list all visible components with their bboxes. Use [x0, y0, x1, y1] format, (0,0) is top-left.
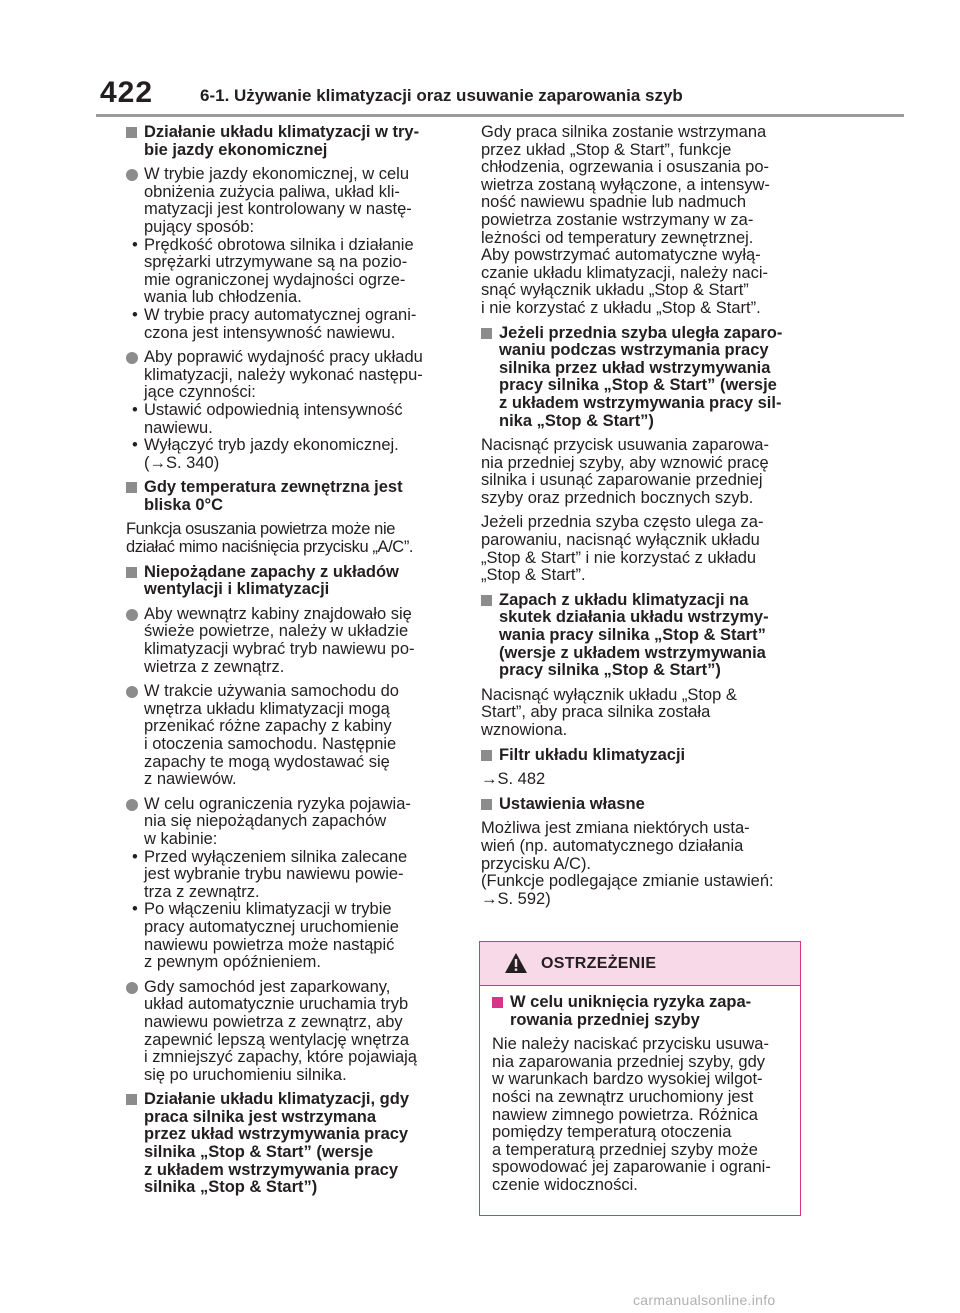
list-item: [126, 237, 456, 307]
heading-odor-stop-start: [481, 592, 805, 680]
warning-triangle-icon: [504, 952, 528, 974]
page-reference-filter: →S. 482: [481, 770, 546, 789]
note-odors-enter: [126, 683, 456, 789]
list-item-text: Ustawić odpowiednią intensywność nawiewu.: [144, 400, 403, 437]
note-parked: [126, 979, 456, 1085]
list-item: [126, 437, 456, 472]
list-item-text: W trybie pracy automatycznej ograni- czona jest intensywność nawiewu.: [144, 305, 417, 342]
list-item-text: Prędkość obrotowa silnika i działanie sprężarki utrzymywane są na pozio- mie ograniczonej wydajności ogrze- wania lub chłodzenia.: [144, 235, 414, 307]
header-rule: [96, 114, 904, 117]
list-item: [126, 402, 456, 437]
note-text: Aby poprawić wydajność pracy układu klimatyzacji, należy wykonać następu- jące czynności:: [144, 348, 423, 402]
note-text: Aby wewnątrz kabiny znajdowało się świeże powietrze, należy w układzie klimatyzacji wybrać tryb nawiewu po- wietrza z zewnątrz.: [144, 604, 415, 676]
bullet-dot-icon: •: [132, 400, 138, 419]
warning-text: Nie należy naciskać przycisku usuwa- nia zaparowania przedniej szyby, gdy w warunkach bardzo wysokiej wilgot- ności na zewnątrz uruchomiony jest nawiew zimnego powietrza. Różnica pomiędzy temperaturą otoczenia a temperaturą przedniej szyby może spowodować jej zaparowanie i ograni- czenie widoczności.: [492, 1035, 771, 1194]
heading-temperature: [126, 479, 456, 514]
paragraph-dehumidify: Funkcja osuszania powietrza może nie działać mimo naciśnięcia przycisku „A/C”.: [126, 520, 414, 557]
heading-filter: [481, 747, 805, 765]
warning-box: [479, 941, 801, 1216]
circle-bullet-icon: [126, 799, 138, 811]
bullet-dot-icon: •: [132, 305, 138, 324]
heading-windshield-fog: [481, 325, 805, 431]
list-item: [126, 849, 456, 902]
square-bullet-icon: [481, 328, 492, 339]
list-item-text: Wyłączyć tryb jazdy ekonomicznej. (→S. 340): [144, 436, 399, 472]
left-column: [126, 124, 456, 1204]
heading-eco-mode: [126, 124, 456, 159]
bullet-list-improve: [126, 402, 456, 472]
heading-text: Działanie układu klimatyzacji, gdy praca silnika jest wstrzymana przez układ wstrzymywania pracy silnika „Stop & Start” (wersje z układem wstrzymywania pracy silnika „Stop & Start”): [144, 1090, 410, 1197]
list-item-text: Przed wyłączeniem silnika zalecane jest wybranie trybu nawiewu powie- trza z zewnątrz.: [144, 847, 408, 901]
heading-customization: [481, 796, 805, 814]
watermark: carmanualsonline.info: [633, 1292, 776, 1308]
paragraph-press-switch: Nacisnąć wyłącznik układu „Stop & Start”, aby praca silnika została wznowiona.: [481, 685, 737, 739]
note-text: W trybie jazdy ekonomicznej, w celu obniżenia zużycia paliwa, układ kli- matyzacji jest kontrolowany w nastę- pujący sposób:: [144, 165, 412, 236]
bullet-dot-icon: •: [132, 900, 138, 919]
list-item-text: Po włączeniu klimatyzacji w trybie pracy automatycznej uruchomienie nawiewu powietrza może nastąpić z pewnym opóźnieniem.: [144, 900, 399, 972]
square-bullet-icon: [126, 567, 137, 578]
paragraph-stop-start-effects: Gdy praca silnika zostanie wstrzymana przez układ „Stop & Start”, funkcje chłodzenia, ogrzewania i osuszania po- wietrza zostaną wyłączone, a intensyw- ność nawiewu spadnie lub nadmuch powietrza zostanie wstrzymany w za- leżności od temperatury zewnętrznej. Aby powstrzymać automatyczne wyłą- czanie układu klimatyzacji, należy naci- snąć wyłącznik układu „Stop & Start” i nie korzystać z układu „Stop & Start”.: [481, 123, 770, 317]
warning-header: [480, 942, 800, 986]
square-bullet-icon: [481, 750, 492, 761]
heading-text: Ustawienia własne: [499, 794, 645, 813]
circle-bullet-icon: [126, 352, 138, 364]
heading-text: Działanie układu klimatyzacji w try- bie jazdy ekonomicznej: [144, 123, 420, 159]
square-bullet-icon: [481, 799, 492, 810]
note-text: W celu ograniczenia ryzyka pojawia- nia się niepożądanych zapachów w kabinie:: [144, 794, 411, 848]
bullet-list-eco: [126, 237, 456, 343]
circle-bullet-icon: [126, 609, 138, 621]
bullet-list-odors: [126, 849, 456, 972]
square-bullet-icon: [126, 482, 137, 493]
heading-text: Jeżeli przednia szyba uległa zaparo- waniu podczas wstrzymania pracy silnika przez układ wstrzymywania pracy silnika „Stop & Start” (wersje z układem wstrzymywania pracy sil- nika „Stop & Start”): [499, 323, 783, 430]
list-item: [126, 901, 456, 971]
bullet-dot-icon: •: [132, 235, 138, 254]
warning-heading: [492, 994, 792, 1029]
heading-stop-start: [126, 1091, 456, 1197]
note-fresh-air: [126, 606, 456, 676]
bullet-dot-icon: •: [132, 847, 138, 866]
warning-body: [492, 994, 792, 1202]
square-bullet-icon: [481, 595, 492, 606]
page-number: 422: [100, 76, 154, 109]
heading-text: W celu uniknięcia ryzyka zapa- rowania przedniej szyby: [510, 993, 752, 1029]
heading-text: Gdy temperatura zewnętrzna jest bliska 0°C: [144, 478, 403, 514]
heading-text: Zapach z układu klimatyzacji na skutek działania układu wstrzymy- wania pracy silnika „Stop & Start” (wersje z układem wstrzymywania pracy silnika „Stop & Start”): [499, 590, 769, 680]
paragraph-defog-button: Nacisnąć przycisk usuwania zaparowa- nia przedniej szyby, aby wznowić pracę silnika i usunąć zaparowanie przedniej szyby oraz przednich bocznych szyb.: [481, 436, 769, 507]
note-text: W trakcie używania samochodu do wnętrza układu klimatyzacji mogą przenikać różne zapachy z kabiny i otoczenia samochodu. Następnie zapachy te mogą wydostawać się z nawiewów.: [144, 682, 399, 789]
section-title: 6-1. Używanie klimatyzacji oraz usuwanie zaparowania szyb: [200, 86, 683, 105]
heading-text: Niepożądane zapachy z układów wentylacji i klimatyzacji: [144, 562, 399, 599]
circle-bullet-icon: [126, 686, 138, 698]
warning-title: OSTRZEŻENIE: [541, 955, 657, 972]
heading-odors: [126, 564, 456, 599]
heading-text: Filtr układu klimatyzacji: [499, 745, 686, 764]
paragraph-customization: Możliwa jest zmiana niektórych usta- wień (np. automatycznego działania przycisku A/C). (Funkcje podlegające zmianie ustawień: →S. 592): [481, 819, 774, 908]
circle-bullet-icon: [126, 982, 138, 994]
right-column: [481, 124, 805, 915]
square-bullet-icon: [492, 997, 503, 1008]
note-eco-control: [126, 166, 456, 236]
bullet-dot-icon: •: [132, 436, 138, 455]
note-text: Gdy samochód jest zaparkowany, układ automatycznie uruchamia tryb nawiewu powietrza z zewnątrz, aby zapewnić lepszą wentylację wnętrza i zmniejszyć zapachy, które pojawiają się po uruchomieniu silnika.: [144, 977, 417, 1084]
circle-bullet-icon: [126, 169, 138, 181]
page-header: [0, 0, 960, 118]
list-item: [126, 307, 456, 342]
note-improve-performance: [126, 349, 456, 402]
square-bullet-icon: [126, 127, 137, 138]
square-bullet-icon: [126, 1094, 137, 1105]
note-reduce-odors: [126, 796, 456, 849]
paragraph-frequent-fog: Jeżeli przednia szyba często ulega za- parowaniu, nacisnąć wyłącznik układu „Stop & Start” i nie korzystać z układu „Stop & Start”.: [481, 513, 764, 585]
